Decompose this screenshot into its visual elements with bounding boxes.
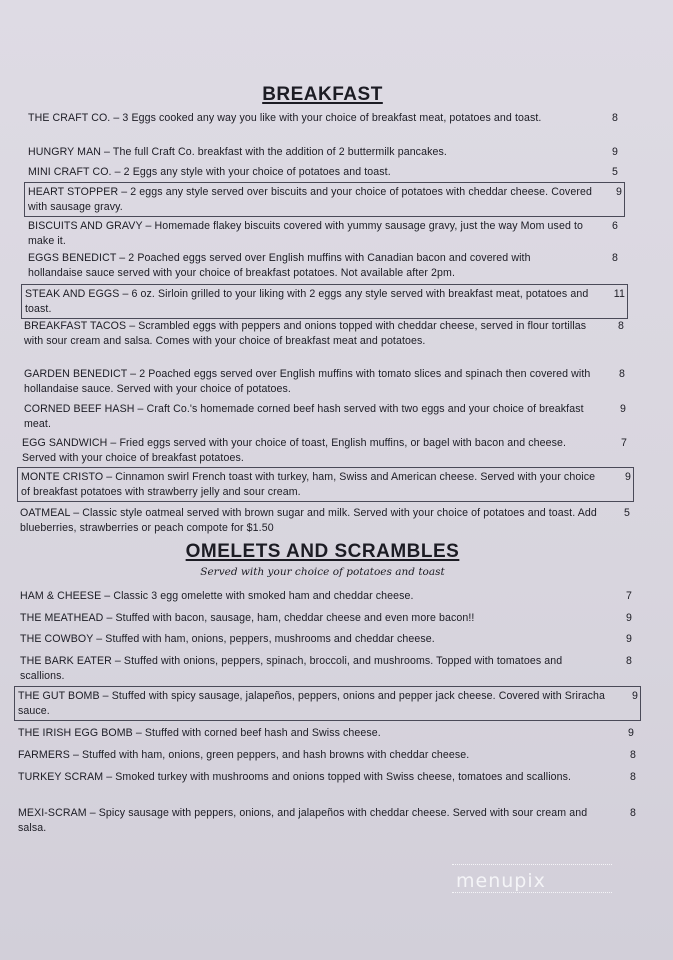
menu-item-the-meathead: THE MEATHEAD – Stuffed with bacon, sausage, ham, cheddar cheese and even more bacon!! 9: [20, 612, 632, 624]
menu-item-mexi-scram: MEXI-SCRAM – Spicy sausage with peppers, onions, and jalapeños with cheddar cheese. Served with sour cream and salsa. 8: [18, 807, 636, 834]
menu-item-the-gut-bomb: THE GUT BOMB – Stuffed with spicy sausage, jalapeños, peppers, onions and pepper jack cheese. Covered with Sriracha sauce. 9: [14, 686, 641, 721]
menupix-watermark: menupix: [452, 854, 612, 896]
menu-item-the-cowboy: THE COWBOY – Stuffed with ham, onions, peppers, mushrooms and cheddar cheese. 9: [20, 633, 632, 645]
menu-item-breakfast-tacos: BREAKFAST TACOS – Scrambled eggs with peppers and onions topped with cheddar cheese, served in flour tortillas with sour cream and salsa. Comes with your choice of breakfast meat and potatoes. 8: [24, 320, 624, 347]
menu-item-corned-beef-hash: CORNED BEEF HASH – Craft Co.'s homemade corned beef hash served with two eggs and your choice of breakfast meat. 9: [24, 403, 626, 430]
menu-item-oatmeal: OATMEAL – Classic style oatmeal served with brown sugar and milk. Served with your choice of potatoes and toast. Add blueberries, strawberries or peach compote for $1.50 5: [20, 507, 630, 534]
menu-item-egg-sandwich: EGG SANDWICH – Fried eggs served with your choice of toast, English muffins, or bagel with bacon and cheese. Served with your choice of breakfast potatoes. 7: [22, 437, 627, 464]
omelets-subtitle: Served with your choice of potatoes and toast: [200, 566, 445, 578]
menu-item-farmers: FARMERS – Stuffed with ham, onions, green peppers, and hash browns with cheddar cheese. 8: [18, 749, 636, 761]
menu-item-the-bark-eater: THE BARK EATER – Stuffed with onions, peppers, spinach, broccoli, and mushrooms. Topped with tomatoes and scallions. 8: [20, 655, 632, 682]
menu-item-hungry-man: HUNGRY MAN – The full Craft Co. breakfast with the addition of 2 buttermilk pancakes. 9: [28, 146, 618, 158]
menu-item-mini-craft-co: MINI CRAFT CO. – 2 Eggs any style with your choice of potatoes and toast. 5: [28, 166, 618, 178]
menu-item-heart-stopper: HEART STOPPER – 2 eggs any style served over biscuits and your choice of potatoes with cheddar cheese. Covered with sausage gravy. 9: [24, 182, 625, 217]
menu-item-turkey-scram: TURKEY SCRAM – Smoked turkey with mushrooms and onions topped with Swiss cheese, tomatoes and scallions. 8: [18, 771, 636, 783]
breakfast-title: BREAKFAST: [262, 84, 383, 105]
omelets-title: OMELETS AND SCRAMBLES: [185, 541, 460, 562]
menu-item-biscuits-and-gravy: BISCUITS AND GRAVY – Homemade flakey biscuits covered with yummy sausage gravy, just the way Mom used to make it. 6: [28, 220, 618, 247]
menu-item-the-irish-egg-bomb: THE IRISH EGG BOMB – Stuffed with corned beef hash and Swiss cheese. 9: [18, 727, 634, 739]
menu-item-the-craft-co: THE CRAFT CO. – 3 Eggs cooked any way you like with your choice of breakfast meat, potatoes and toast. 8: [28, 112, 618, 124]
menu-item-eggs-benedict: EGGS BENEDICT – 2 Poached eggs served over English muffins with Canadian bacon and covered with hollandaise sauce served with your choice of breakfast potatoes. Not available after 2pm. 8: [28, 252, 618, 279]
menu-item-ham-and-cheese: HAM & CHEESE – Classic 3 egg omelette with smoked ham and cheddar cheese. 7: [20, 590, 632, 602]
menu-item-monte-cristo: MONTE CRISTO – Cinnamon swirl French toast with turkey, ham, Swiss and American cheese. Served with your choice of breakfast potatoes with strawberry jelly and sour cream. 9: [17, 467, 634, 502]
menu-item-steak-and-eggs: STEAK AND EGGS – 6 oz. Sirloin grilled to your liking with 2 eggs any style served with breakfast meat, potatoes and toast. 11: [21, 284, 628, 319]
menu-item-garden-benedict: GARDEN BENEDICT – 2 Poached eggs served over English muffins with tomato slices and spinach then covered with hollandaise sauce. Served with your choice of potatoes. 8: [24, 368, 625, 395]
